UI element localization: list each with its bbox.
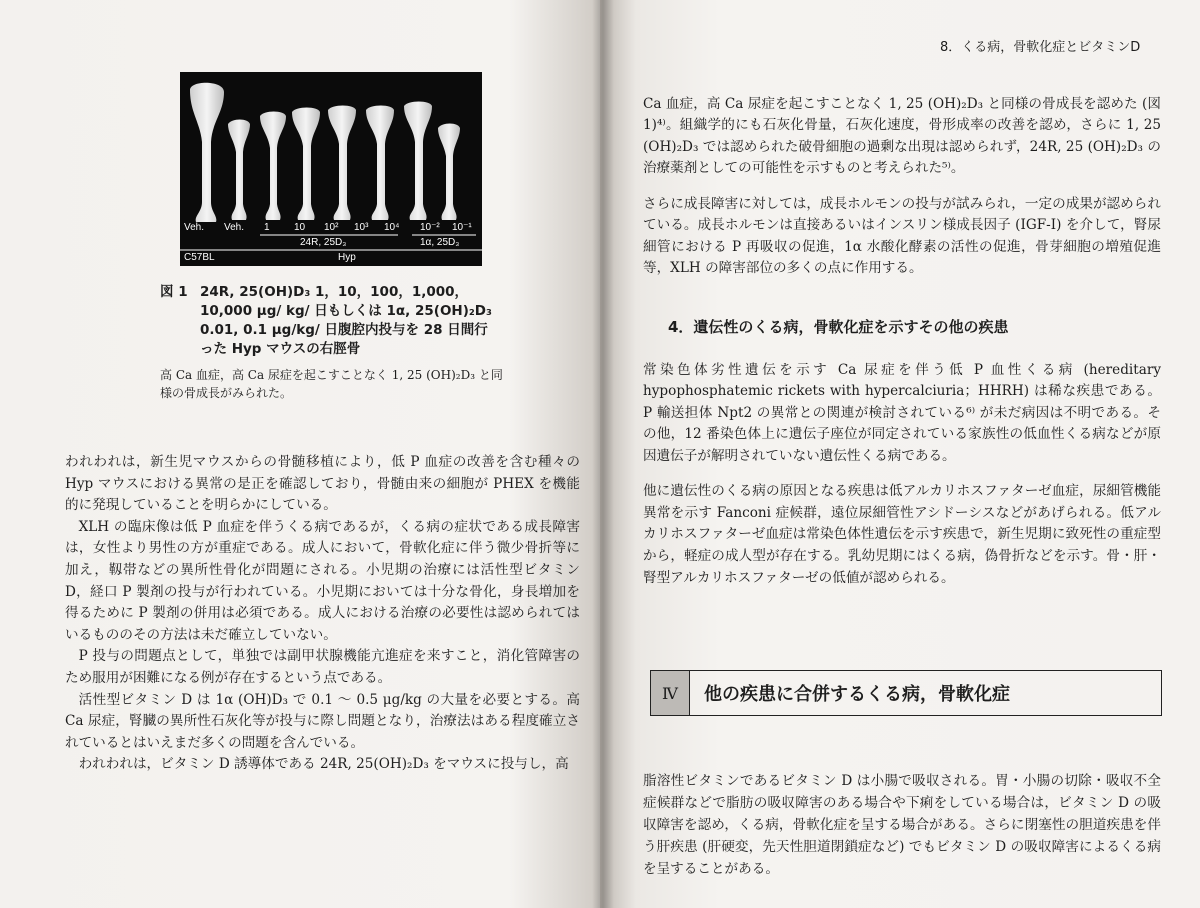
paragraph: Ca 血症，高 Ca 尿症を起こすことなく 1, 25 (OH)₂D₃ と同様の骨成長を認めた (図 1)⁴⁾。組織学的にも石灰化骨量，石灰化速度，骨形成率の改善を認め，さらに 1, 25 (OH)₂D₃ では認められた破骨細胞の過剰な出現は認められず，24R, 25 (OH)₂D₃ の治療薬剤としての可能性を示すものと考えられた⁵⁾。 [643, 95, 1161, 177]
caption-label: 図 1 [160, 284, 188, 300]
figure-caption [160, 283, 500, 359]
section-title: 他の疾患に合併するくる病，骨軟化症 [704, 684, 1010, 705]
bone-figure [180, 72, 482, 266]
paragraph: われわれは，ビタミン D 誘導体である 24R, 25(OH)₂D₃ をマウスに投与し，高 [78, 756, 569, 773]
paragraph: 脂溶性ビタミンであるビタミン D は小腸で吸収される。胃・小腸の切除・吸収不全症候群などで脂肪の吸収障害のある場合や下痢をしている場合は，ビタミン D の吸収障害を認め，くる病，骨軟化症を呈する場合がある。さらに閉塞性の胆道疾患を伴う肝疾患 (肝硬変，先天性胆道閉鎖症など) でもビタミン D の吸収障害によるくる病を呈することがある。 [643, 772, 1161, 877]
paragraph: XLH の臨床像は低 P 血症を伴うくる病であるが，くる病の症状である成長障害は，女性より男性の方が重症である。成人において，骨軟化症に伴う微少骨折等に加え，靱帯などの異所性骨化が問題にされる。小児期の治療には活性型ビタミン D，経口 P 製剤の投与が行われている。小児期においては十分な骨化，身長増加を得るために P 製剤の併用は必須である。成人における治療の必要性は認められてはいるもののその方法は未だ確立していない。 [65, 518, 580, 643]
right-body-text-3 [643, 756, 1161, 893]
section-heading-4: 4．遺伝性のくる病，骨軟化症を示すその他の疾患 [668, 318, 1009, 336]
fig-label-dose-1: 1 [264, 222, 270, 233]
paragraph: 活性型ビタミン D は 1α (OH)D₃ で 0.1 ～ 0.5 μg/kg の大量を必要とする。高 Ca 尿症，腎臓の異所性石灰化等が投与に際し問題となり，治療法はある程度確立されているとはいえまだ多くの問題を含んでいる。 [65, 691, 580, 751]
fig-label-dose-10000: 10⁴ [384, 222, 400, 233]
right-body-text-1 [643, 80, 1161, 294]
fig-label-dose-10: 10 [294, 222, 306, 233]
section-iv-heading [650, 670, 1162, 716]
paragraph: P 投与の問題点として，単独では副甲状腺機能亢進症を来すこと，消化管障害のため服用が困難になる例が存在するという点である。 [65, 648, 580, 686]
fig-label-strain: C57BL [184, 252, 215, 263]
fig-label-alpha-001: 10⁻² [420, 222, 440, 233]
section-number: Ⅳ [651, 671, 690, 715]
paragraph: 他に遺伝性のくる病の原因となる疾患は低アルカリホスファターゼ血症，尿細管機能異常を示す Fanconi 症候群，遠位尿細管性アシドーシスなどがあげられる。低アルカリホスファターゼ血症は常染色体性遺伝を示す疾患で，新生児期に致死性の重症型から，軽症の成人型が存在する。乳幼児期にはくる病，偽骨折などを示す。骨・肝・腎型アルカリホスファターゼの低値が認められる。 [643, 483, 1161, 586]
fig-label-group-24r: 24R, 25D₃ [300, 237, 347, 248]
fig-label-group-1a: 1α, 25D₃ [420, 237, 460, 248]
fig-label-dose-100: 10² [324, 222, 339, 233]
fig-label-dose-1000: 10³ [354, 222, 369, 233]
fig-label-alpha-01: 10⁻¹ [452, 222, 472, 233]
paragraph: さらに成長障害に対しては，成長ホルモンの投与が試みられ，一定の成果が認められている。成長ホルモンは直接あるいはインスリン様成長因子 (IGF‐Ⅰ) を介して，腎尿細管における P 再吸収の促進，1α 水酸化酵素の活性の促進，骨芽細胞の増殖促進等，XLH の障害部位の多くの点に作用する。 [643, 195, 1161, 277]
fig-label-model: Hyp [338, 252, 356, 263]
caption-text: 24R, 25(OH)D₃ 1，10，100，1,000，10,000 μg/ kg/ 日もしくは 1α, 25(OH)₂D₃ 0.01, 0.1 μg/kg/ 日腹腔内投与を 28 日間行った Hyp マウスの右脛骨 [200, 284, 492, 357]
caption-note: 高 Ca 血症，高 Ca 尿症を起こすことなく 1, 25 (OH)₂D₃ と同様の骨成長がみられた。 [160, 368, 503, 400]
running-header: 8．くる病，骨軟化症とビタミンD [940, 40, 1141, 55]
left-body-text [65, 452, 580, 776]
fig-label-veh2: Veh. [224, 222, 245, 233]
book-gutter [592, 0, 614, 908]
right-body-text-2 [643, 346, 1161, 603]
fig-label-veh1: Veh. [184, 222, 205, 233]
paragraph: 常染色体劣性遺伝を示す Ca 尿症を伴う低 P 血性くる病 (hereditary hypophosphatemic rickets with hypercalciuria；HHRH) は稀な疾患である。P 輸送担体 Npt2 の異常との関連が検討されている⁶⁾ が未だ病因は不明である。その他，12 番染色体上に遺伝子座位が同定されている家族性の低血性くる病などが原因遺伝子が解明されていない遺伝性くる病である。 [643, 361, 1161, 464]
paragraph: われわれは，新生児マウスからの骨髄移植により，低 P 血症の改善を含む種々の Hyp マウスにおける異常の是正を確認しており，骨髄由来の細胞が PHEX を機能的に発現していることを明らかにしている。 [65, 454, 580, 514]
